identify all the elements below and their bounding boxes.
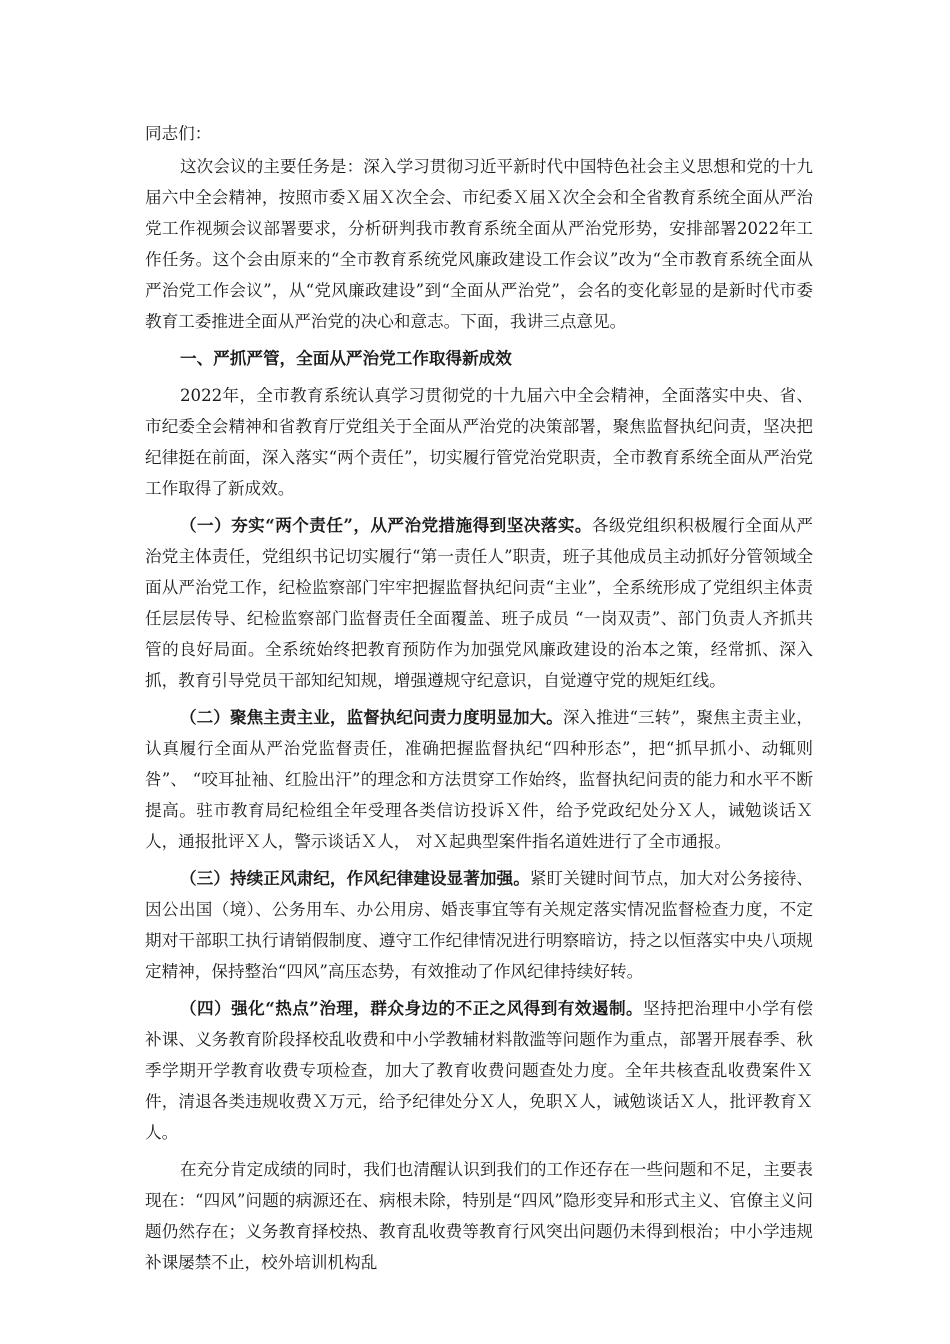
problems-paragraph: 在充分肯定成绩的同时，我们也清醒认识到我们的工作还存在一些问题和不足，主要表现在：“四风”问题的病源还在、病根未除，特别是“四风”隐形变异和形式主义、官僚主义问题仍然存在；义务教育择校热、教育乱收费等教育行风突出问题仍未得到根治；中小学违规补课屡禁不止，校外培训机构乱: [145, 1160, 813, 1272]
point-body-3: 紧盯关键时间节点，加大对公务接待、因公出国（境）、公务用车、办公用房、婚丧事宜等有关规定落实情况监督检查力度，不定期对干部职工执行请销假制度、遵守工作纪律情况进行明察暗访，持之以恒落实中央八项规定精神，保持整治“四风”高压态势，有效推动了作风纪律持续好转。: [145, 869, 814, 981]
point-paragraph-3: [145, 863, 813, 987]
point-heading-1: （一）夯实“两个责任”，从严治党措施得到坚决落实。: [180, 515, 592, 535]
salutation: 同志们：: [145, 124, 212, 143]
point-paragraph-4: [145, 993, 813, 1148]
document-page: [145, 118, 813, 1278]
point-heading-2: （二）聚焦主责主业，监督执纪问责力度明显加大。: [180, 707, 563, 727]
point-body-2: 深入推进“三转”，聚焦主责主业，认真履行全面从严治党监督责任，准确把握监督执纪“四种形态”，把“抓早抓小、动辄则咎”、 “咬耳扯袖、红脸出汗”的理念和方法贯穿工作始终，监督执纪问责的能力和水平不断提高。驻市教育局纪检组全年受理各类信访投诉Ｘ件，给予党政纪处分Ｘ人，诫勉谈话Ｘ人，通报批评Ｘ人，警示谈话Ｘ人， 对Ｘ起典型案件指名道姓进行了全市通报。: [145, 708, 813, 851]
section-summary-paragraph: 2022年，全市教育系统认真学习贯彻党的十九届六中全会精神，全面落实中央、省、市纪委全会精神和省教育厅党组关于全面从严治党的决策部署，聚焦监督执纪问责，坚决把纪律挺在前面，深入落实“两个责任”，切实履行管党治党职责，全市教育系统全面从严治党工作取得了新成效。: [145, 386, 813, 498]
point-body-1: 各级党组织积极履行全面从严治党主体责任，党组织书记切实履行“第一责任人”职责，班子其他成员主动抓好分管领域全面从严治党工作，纪检监察部门牢牢把握监督执纪问责“主业”，全系统形成了党组织主体责任层层传导、纪检监察部门监督责任全面覆盖、班子成员 “一岗双责”、部门负责人齐抓共管的良好局面。全系统始终把教育预防作为加强党风廉政建设的治本之策，经常抓、深入抓，教育引导党员干部知纪知规，增强遵规守纪意识，自觉遵守党的规矩红线。: [145, 516, 814, 690]
point-paragraph-2: [145, 702, 813, 857]
point-heading-3: （三）持续正风肃纪，作风纪律建设显著加强。: [180, 868, 530, 888]
point-paragraph-1: [145, 510, 813, 696]
point-body-4: 坚持把治理中小学有偿补课、义务教育阶段择校乱收费和中小学教辅材料散滥等问题作为重点，部署开展春季、秋季学期开学教育收费专项检查，加大了教育收费问题查处力度。全年共核查乱收费案件Ｘ件，清退各类违规收费Ｘ万元，给予纪律处分Ｘ人，免职Ｘ人，诫勉谈话Ｘ人，批评教育Ｘ人。: [145, 999, 814, 1142]
point-heading-4: （四）强化“热点”治理，群众身边的不正之风得到有效遏制。: [180, 998, 644, 1018]
intro-paragraph: 这次会议的主要任务是：深入学习贯彻习近平新时代中国特色社会主义思想和党的十九届六中全会精神，按照市委Ｘ届Ｘ次全会、市纪委Ｘ届Ｘ次全会和全省教育系统全面从严治党工作视频会议部署要求，分析研判我市教育系统全面从严治党形势，安排部署2022年工作任务。这个会由原来的“全市教育系统党风廉政建设工作会议”改为“全市教育系统全面从严治党工作会议”，从“党风廉政建设”到“全面从严治党”，会名的变化彰显的是新时代市委教育工委推进全面从严治党的决心和意志。下面，我讲三点意见。: [145, 157, 813, 331]
section-heading: 一、严抓严管，全面从严治党工作取得新成效: [180, 348, 512, 368]
